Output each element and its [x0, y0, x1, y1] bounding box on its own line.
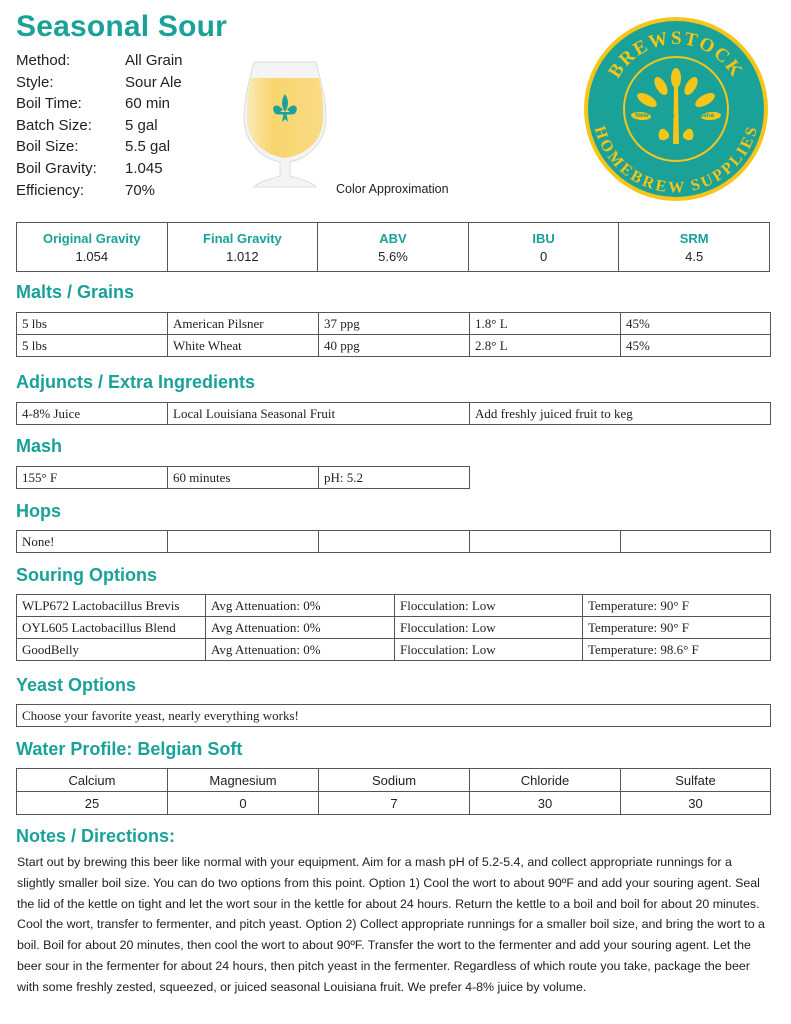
table-row — [17, 403, 771, 425]
logo-location-left: New Orleans — [635, 112, 675, 119]
malts-table — [16, 312, 771, 357]
table-cell: 60 minutes — [168, 467, 319, 489]
notes-body: Start out by brewing this beer like normal with your equipment. Aim for a mash pH of 5.2-5.4, and collect appropriate runnings for a slightly smaller boil size. You can do two options from this point. Option 1) Cool the wort to about 90ºF and add your souring agent. Seal the lid of the kettle on tight and let the wort sour in the kettle for about 24 hours. Return the kettle to a boil and boil for about 20 minutes. Cool the wort, transfer to fermenter, and pitch yeast. Option 2) Collect appropriate runnings for a smaller boil size, and bring the wort to a boil. Boil for about 20 minutes, then cool the wort to about 90ºF. Transfer the wort to the fermenter and add your souring agent. Let the beer sour in the fermenter for about 24 hours, then pitch yeast in the fermenter. Regardless of which route you take, package the beer with some freshly zested, squeezed, or juiced seasonal Louisiana fruit. We prefer 4-8% juice by volume. — [17, 855, 765, 994]
stat-label: ABV — [379, 231, 407, 246]
table-row — [17, 792, 771, 815]
table-cell: None! — [17, 531, 168, 553]
table-header-cell: Sulfate — [621, 769, 771, 792]
table-cell: 7 — [319, 792, 470, 815]
meta-key: Efficiency: — [16, 181, 85, 199]
table-cell: American Pilsner — [168, 313, 319, 335]
stat-value: 4.5 — [685, 249, 704, 264]
table-cell — [621, 531, 771, 553]
table-cell: 5 lbs — [17, 335, 168, 357]
table-cell: pH: 5.2 — [319, 467, 470, 489]
meta-value: 1.045 — [125, 159, 163, 177]
table-cell: 0 — [168, 792, 319, 815]
meta-row — [16, 138, 183, 160]
meta-value: 60 min — [125, 95, 171, 113]
recipe-title: Seasonal Sour — [16, 10, 228, 43]
table-cell: Avg Attenuation: 0% — [206, 639, 395, 661]
table-row — [17, 595, 771, 617]
table-cell — [319, 531, 470, 553]
stat-label: Final Gravity — [203, 231, 282, 246]
table-cell: Avg Attenuation: 0% — [206, 595, 395, 617]
table-cell: White Wheat — [168, 335, 319, 357]
table-header-cell: Magnesium — [168, 769, 319, 792]
table-cell — [470, 531, 621, 553]
recipe-meta — [16, 52, 183, 203]
table-cell: WLP672 Lactobacillus Brevis — [17, 595, 206, 617]
table-cell: Choose your favorite yeast, nearly everything works! — [17, 705, 771, 727]
table-cell: Flocculation: Low — [395, 617, 583, 639]
table-header-row — [17, 769, 771, 792]
recipe-stats — [16, 222, 770, 272]
table-row — [17, 313, 771, 335]
table-cell — [168, 531, 319, 553]
meta-key: Boil Size: — [16, 138, 79, 156]
table-cell: Temperature: 90° F — [583, 595, 771, 617]
water-table — [16, 768, 771, 815]
table-cell: Local Louisiana Seasonal Fruit — [168, 403, 470, 425]
table-cell: Temperature: 98.6° F — [583, 639, 771, 661]
logo-location-right: Louisiana — [683, 112, 715, 119]
table-row — [17, 639, 771, 661]
stat-label: SRM — [679, 231, 709, 246]
table-cell: Flocculation: Low — [395, 639, 583, 661]
table-cell: 30 — [470, 792, 621, 815]
table-cell: GoodBelly — [17, 639, 206, 661]
yeast-heading: Yeast Options — [16, 675, 137, 695]
table-cell: 37 ppg — [319, 313, 470, 335]
table-cell: Add freshly juiced fruit to keg — [470, 403, 771, 425]
meta-value: 5 gal — [125, 116, 158, 134]
table-cell: 45% — [621, 335, 771, 357]
stat-label: Original Gravity — [43, 231, 141, 246]
water-heading: Water Profile: Belgian Soft — [16, 739, 243, 759]
meta-key: Boil Time: — [16, 95, 82, 113]
meta-key: Method: — [16, 52, 71, 69]
malts-heading: Malts / Grains — [16, 282, 135, 302]
meta-value: 70% — [125, 181, 156, 199]
stat-value: 0 — [539, 249, 548, 264]
souring-heading: Souring Options — [16, 565, 157, 585]
table-cell: Avg Attenuation: 0% — [206, 617, 395, 639]
yeast-table — [16, 704, 771, 727]
meta-value: 5.5 gal — [125, 138, 171, 156]
brewstock-logo — [583, 16, 769, 202]
table-row — [17, 335, 771, 357]
table-row — [17, 705, 771, 727]
stat-cell — [469, 223, 620, 271]
meta-row — [16, 95, 183, 117]
meta-key: Boil Gravity: — [16, 159, 97, 177]
table-row — [17, 617, 771, 639]
color-approximation-label: Color Approximation — [336, 182, 449, 196]
table-cell: Temperature: 90° F — [583, 617, 771, 639]
mash-table — [16, 466, 470, 489]
table-cell: 4-8% Juice — [17, 403, 168, 425]
table-cell: 2.8° L — [470, 335, 621, 357]
table-cell: 155° F — [17, 467, 168, 489]
logo-bottom-text: HOMEBREW SUPPLIES — [590, 124, 762, 197]
meta-row — [16, 74, 183, 96]
logo-top-text: BREWSTOCK — [604, 27, 748, 82]
hops-table — [16, 530, 771, 553]
stat-label: IBU — [532, 231, 555, 246]
table-cell: Flocculation: Low — [395, 595, 583, 617]
stat-value: 5.6% — [378, 249, 408, 264]
meta-row — [16, 117, 183, 139]
meta-row — [16, 52, 183, 74]
adjuncts-heading: Adjuncts / Extra Ingredients — [16, 372, 256, 392]
stat-cell — [17, 223, 168, 271]
souring-table — [16, 594, 771, 661]
meta-value: Sour Ale — [125, 73, 182, 91]
beer-glass-icon — [240, 58, 330, 198]
meta-row — [16, 182, 183, 204]
stat-cell — [318, 223, 469, 271]
adjuncts-table — [16, 402, 771, 425]
table-row — [17, 467, 470, 489]
table-header-cell: Chloride — [470, 769, 621, 792]
table-cell: 40 ppg — [319, 335, 470, 357]
table-row — [17, 531, 771, 553]
meta-key: Batch Size: — [16, 116, 92, 134]
table-cell: OYL605 Lactobacillus Blend — [17, 617, 206, 639]
mash-heading: Mash — [16, 436, 63, 456]
table-cell: 25 — [17, 792, 168, 815]
meta-row — [16, 160, 183, 182]
table-cell: 1.8° L — [470, 313, 621, 335]
stat-cell — [168, 223, 319, 271]
table-header-cell: Calcium — [17, 769, 168, 792]
meta-key: Style: — [16, 73, 54, 91]
hops-heading: Hops — [16, 501, 61, 521]
table-cell: 30 — [621, 792, 771, 815]
table-cell: 45% — [621, 313, 771, 335]
stat-value: 1.012 — [226, 249, 259, 264]
table-cell: 5 lbs — [17, 313, 168, 335]
table-header-cell: Sodium — [319, 769, 470, 792]
stat-value: 1.054 — [75, 249, 109, 264]
notes-heading: Notes / Directions: — [16, 826, 176, 846]
meta-value: All Grain — [125, 52, 183, 69]
stat-cell — [619, 223, 769, 271]
